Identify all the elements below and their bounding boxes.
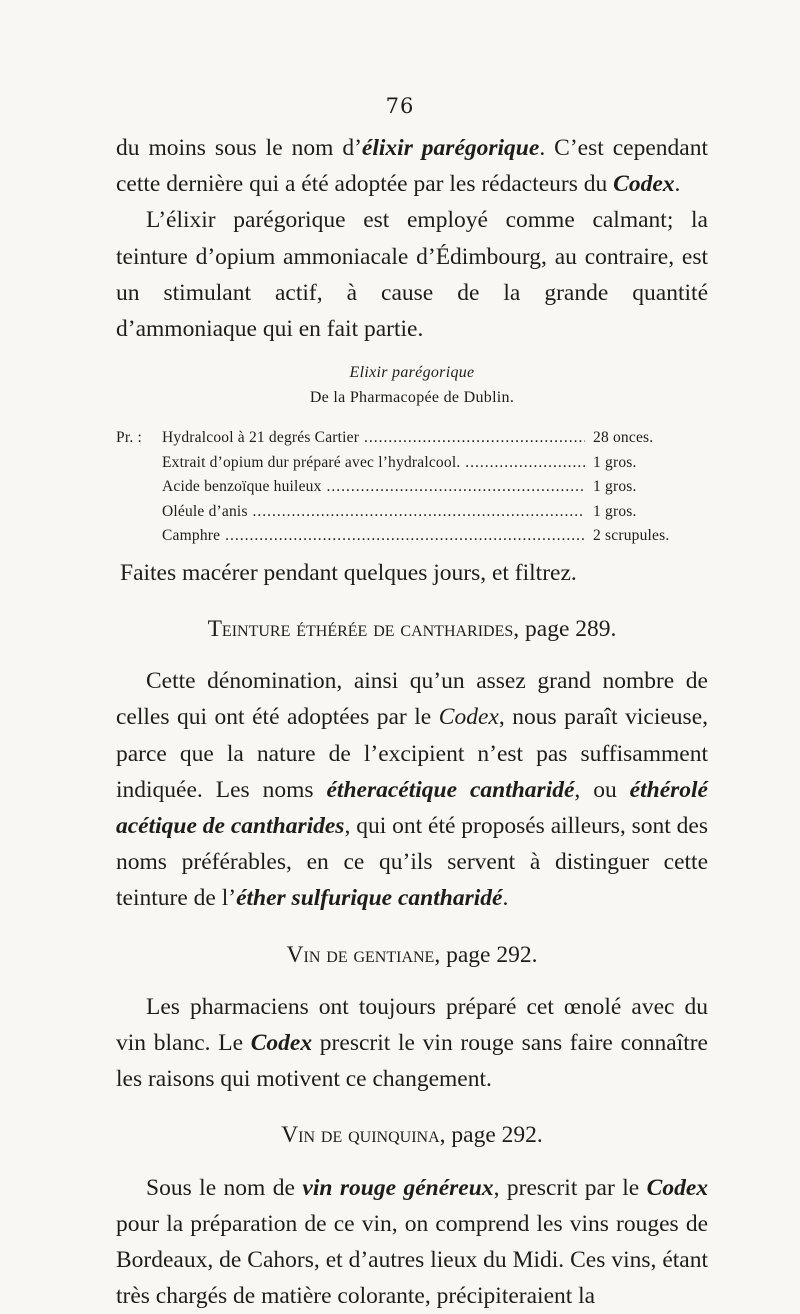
heading-page-ref: , page 292.	[439, 1122, 543, 1149]
paragraph-gentiane	[116, 989, 708, 1098]
heading-page-ref: , page 289.	[513, 615, 617, 642]
ingredient-qty: 1 gros.	[593, 453, 637, 471]
term-italic: éthérolé acétique de cantharides	[116, 776, 708, 839]
ingredient-qty: 2 scrupules.	[593, 527, 670, 545]
formula-row	[116, 524, 708, 549]
ingredient-name: Extrait d’opium dur préparé avec l’hydralcool. .....	[162, 451, 585, 476]
ingredient-name: Hydralcool à 21 degrés Cartier .....	[162, 426, 585, 451]
paragraph-continuation	[116, 130, 708, 202]
text-run: pour la préparation de ce vin, on comprend les vins rouges de Bordeaux, de Cahors, et d’autres lieux du Midi. Ces vins, étant très chargés de matière colorante, précipiteraient la	[116, 1210, 708, 1310]
page-body	[116, 130, 708, 1314]
paragraph-elixir: L’élixir parégorique est employé comme calmant; la teinture d’opium ammoniacale d’Édimbourg, au contraire, est un stimulant actif, à cause de la grande quantité d’ammoniaque qui en fait partie.	[116, 207, 708, 343]
term-italic: Codex	[646, 1174, 709, 1201]
recipe-header	[116, 360, 708, 410]
text-run: Les pharmaciens ont toujours préparé cet œnolé avec du vin blanc. Le	[116, 993, 708, 1056]
heading-title: Vin de gentiane	[286, 941, 435, 968]
formula-row	[116, 475, 708, 500]
text-run: , qui ont été proposés ailleurs, sont des noms préférables, en ce qu’ils servent à distinguer cette teinture de l’	[116, 812, 708, 912]
ingredient-qty: 1 gros.	[593, 502, 637, 520]
formula-row	[116, 426, 708, 451]
term-italic: Codex	[250, 1029, 313, 1056]
formula-row	[116, 451, 708, 476]
text-run: .	[502, 885, 509, 912]
recipe-formula	[116, 426, 708, 549]
term-italic: élixir parégorique	[361, 135, 540, 161]
text-run: , prescrit par le	[493, 1174, 647, 1201]
text-run: prescrit le vin rouge sans faire connaître les raisons qui motivent ce changement.	[116, 1029, 708, 1093]
text-run: , nous paraît vicieuse, parce que la nature de l’excipient n’est pas suffisamment indiquée. Les noms	[116, 704, 709, 803]
section-heading-quinquina	[116, 1117, 708, 1153]
heading-title: Vin de quinquina	[281, 1122, 440, 1149]
term-italic: vin rouge généreux	[302, 1174, 494, 1201]
page-number: 76	[385, 94, 415, 118]
ingredient-qty: 1 gros.	[593, 478, 637, 496]
term-italic: éther sulfurique cantharidé	[236, 885, 503, 912]
ingredient-qty: 28 onces.	[593, 429, 654, 447]
text-run: Sous le nom de	[146, 1174, 303, 1201]
ingredient-name: Camphre .....	[162, 524, 585, 549]
term-italic: Codex	[613, 171, 675, 198]
formula-row	[116, 500, 708, 525]
text-run: Cette dénomination, ainsi qu’un assez grand nombre de celles qui ont été adoptées par le	[116, 668, 708, 731]
heading-title: Teinture éthérée de cantharides	[207, 615, 514, 642]
paragraph-teinture	[116, 663, 708, 916]
heading-page-ref: , page 292.	[434, 941, 538, 968]
text-run: . C’est cependant cette dernière qui a été adoptée par les rédacteurs du	[116, 135, 708, 198]
recipe-instruction: Faites macérer pendant quelques jours, et filtrez.	[120, 559, 577, 586]
text-run: du moins sous le nom d’	[116, 135, 362, 161]
recipe-subtitle: De la Pharmacopée de Dublin.	[309, 389, 515, 407]
paragraph-quinquina	[116, 1170, 708, 1314]
section-heading-gentiane	[116, 937, 708, 973]
ingredient-name: Oléule d’anis .....	[162, 500, 585, 525]
ingredient-name: Acide benzoïque huileux .....	[162, 475, 585, 500]
formula-prefix: Pr. :	[116, 429, 142, 447]
recipe-title: Elixir parégorique	[349, 364, 475, 382]
text-run: .	[674, 171, 681, 198]
text-run: , ou	[574, 776, 630, 803]
section-heading-teinture	[116, 611, 708, 647]
term-italic: Codex	[438, 704, 499, 731]
term-italic: étheracétique cantharidé	[326, 776, 575, 803]
